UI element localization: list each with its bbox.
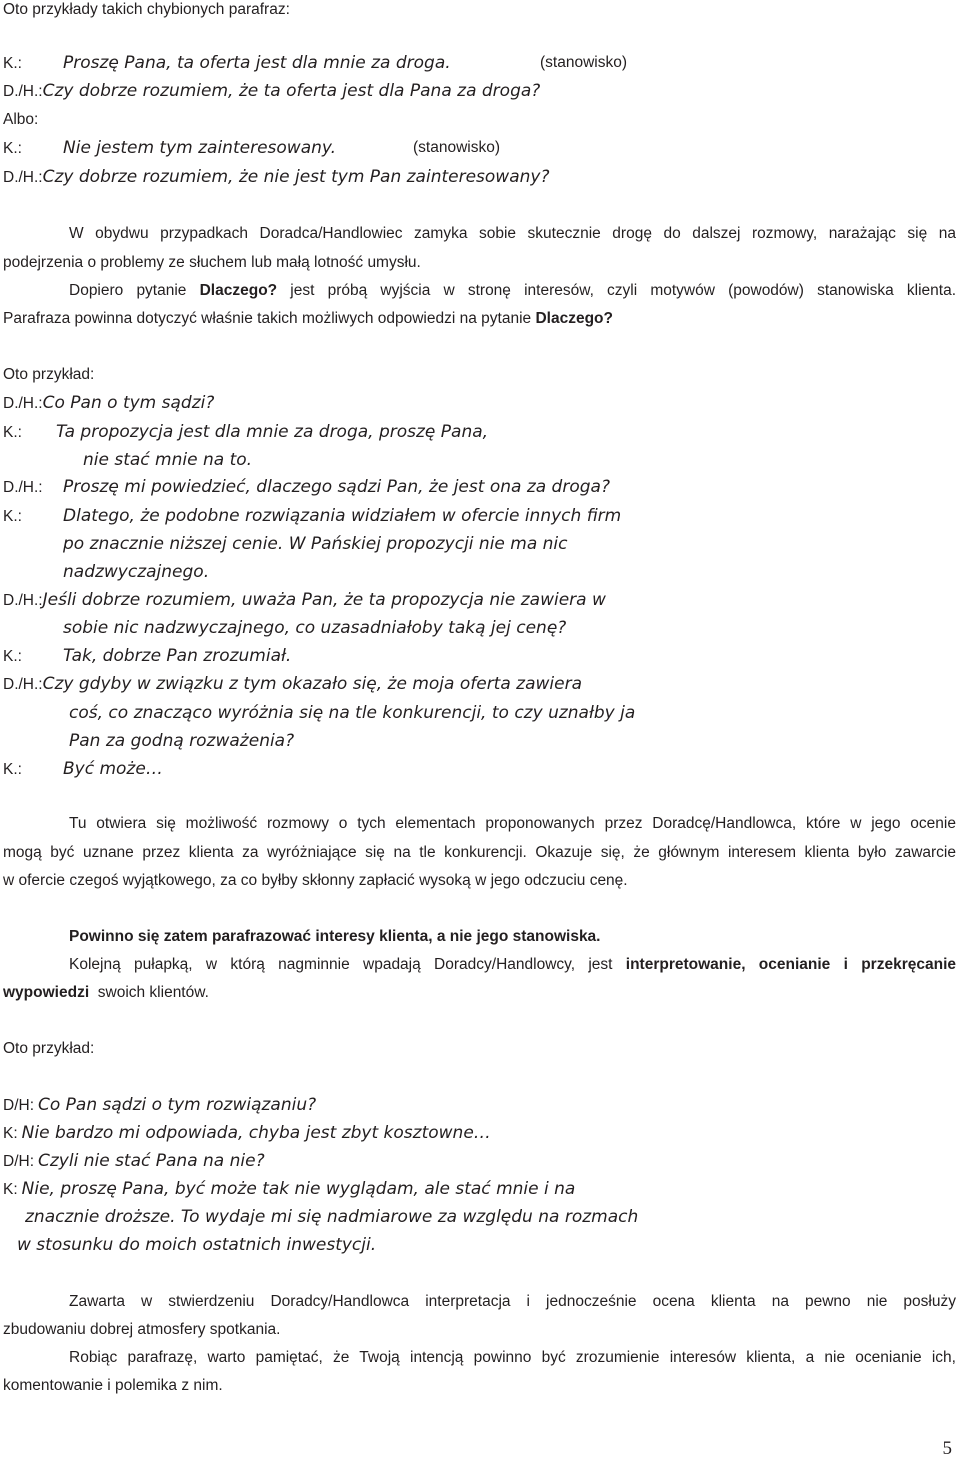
dialogue-line <box>3 392 214 415</box>
bold-word: Dlaczego? <box>199 282 278 299</box>
dialogue-text: Proszę Pana, ta oferta jest dla mnie za droga. <box>63 53 451 73</box>
dialogue-text: Nie bardzo mi odpowiada, chyba jest zbyt kosztowne… <box>21 1123 491 1143</box>
dialogue-text: Być może… <box>63 759 163 779</box>
dialogue-text: Tak, dobrze Pan zrozumiał. <box>63 646 292 666</box>
speaker-label: K: <box>3 1125 18 1142</box>
dialogue-text: Co Pan o tym sądzi? <box>42 393 215 413</box>
paragraph-line: podejrzenia o problemy ze słuchem lub małą lotność umysłu. <box>3 254 421 271</box>
paragraph-line: Tu otwiera się możliwość rozmowy o tych elementach proponowanych przez Doradcę/Handlowca, które w jego ocenie <box>69 815 956 832</box>
paragraph-line: w ofercie czegoś wyjątkowego, za co byłby skłonny zapłacić wysoką w jego odczuciu cenę. <box>3 872 628 889</box>
paragraph-line: zbudowaniu dobrej atmosfery spotkania. <box>3 1321 281 1338</box>
dialogue-line <box>3 52 627 75</box>
dialogue-text: coś, co znacząco wyróżnia się na tle konkurencji, to czy uznałby ja <box>69 703 636 723</box>
dialogue-text: Czyli nie stać Pana na nie? <box>38 1151 265 1171</box>
speaker-label: K: <box>3 1181 18 1198</box>
dialogue-text: Czy dobrze rozumiem, że nie jest tym Pan zainteresowany? <box>42 167 550 187</box>
dialogue-line <box>3 505 622 528</box>
speaker-label: D/H: <box>3 1097 34 1114</box>
dialogue-text: Dlatego, że podobne rozwiązania widziałem w ofercie innych firm <box>63 506 622 526</box>
speaker-label: K.: <box>3 140 22 157</box>
dialogue-line <box>3 673 582 696</box>
speaker-label: D./H.: <box>3 676 43 693</box>
speaker-label: D./H.: <box>3 479 43 496</box>
dialogue-line <box>3 1122 491 1145</box>
position-note: (stanowisko) <box>413 139 500 156</box>
dialogue-line <box>3 1094 316 1117</box>
dialogue-line <box>3 137 500 160</box>
dialogue-text: po znacznie niższej cenie. W Pańskiej propozycji nie ma nic <box>63 534 568 554</box>
dialogue-text: Co Pan sądzi o tym rozwiązaniu? <box>38 1095 317 1115</box>
paragraph-line: mogą być uznane przez klienta za wyróżniające się na tle konkurencji. Okazuje się, że głównym interesem klienta było zawarcie <box>3 844 956 861</box>
dialogue-text: nadzwyczajnego. <box>63 562 210 582</box>
dialogue-text: nie stać mnie na to. <box>83 450 253 470</box>
paragraph-line: W obydwu przypadkach Doradca/Handlowiec zamyka sobie skutecznie drogę do dalszej rozmowy, narażając się na <box>69 225 956 242</box>
dialogue-line <box>3 645 292 668</box>
dialogue-line <box>3 589 606 612</box>
dialogue-line <box>3 758 163 781</box>
speaker-label: K.: <box>3 424 22 441</box>
dialogue-text: Nie jestem tym zainteresowany. <box>63 138 337 158</box>
intro-line: Oto przykłady takich chybionych parafraz: <box>3 1 290 18</box>
dialogue-text: Nie, proszę Pana, być może tak nie wyglądam, ale stać mnie i na <box>21 1179 576 1199</box>
dialogue-text: Czy gdyby w związku z tym okazało się, że moja oferta zawiera <box>42 674 583 694</box>
dialogue-line <box>3 476 610 499</box>
dialogue-text: Jeśli dobrze rozumiem, uważa Pan, że ta propozycja nie zawiera w <box>42 590 606 610</box>
paragraph-line: Zawarta w stwierdzeniu Doradcy/Handlowca interpretacja i jednocześnie ocena klienta na pewno nie posłuży <box>69 1293 956 1310</box>
dialogue-line <box>3 421 489 444</box>
paragraph-line: Kolejną pułapką, w którą nagminnie wpadają Doradcy/Handlowcy, jest interpretowanie, ocenianie i przekręcanie <box>69 956 956 973</box>
paragraph-line: komentowanie i polemika z nim. <box>3 1377 223 1394</box>
speaker-label: D./H.: <box>3 592 43 609</box>
dialogue-text: Pan za godną rozważenia? <box>69 731 295 751</box>
speaker-label: K.: <box>3 648 22 665</box>
albo-label: Albo: <box>3 111 39 128</box>
bold-phrase: interpretowanie, ocenianie i przekręcanie <box>625 956 956 973</box>
speaker-label: K.: <box>3 761 22 778</box>
bold-word: Dlaczego? <box>535 310 613 327</box>
paragraph-line: wypowiedzi swoich klientów. <box>3 984 209 1001</box>
position-note: (stanowisko) <box>540 54 627 71</box>
speaker-label: D./H.: <box>3 395 43 412</box>
page-number: 5 <box>942 1438 952 1459</box>
key-statement: Powinno się zatem parafrazować interesy klienta, a nie jego stanowiska. <box>69 928 601 945</box>
dialogue-text: Ta propozycja jest dla mnie za droga, proszę Pana, <box>56 422 489 442</box>
speaker-label: D./H.: <box>3 83 43 100</box>
speaker-label: D./H.: <box>3 169 43 186</box>
paragraph-line: Parafraza powinna dotyczyć właśnie takich możliwych odpowiedzi na pytanie Dlaczego? <box>3 310 613 327</box>
paragraph-line: Dopiero pytanie Dlaczego? jest próbą wyjścia w stronę interesów, czyli motywów (powodów) stanowiska klienta. <box>69 282 957 299</box>
bold-phrase: wypowiedzi <box>3 984 90 1001</box>
dialogue-line <box>3 80 540 103</box>
dialogue-text: Proszę mi powiedzieć, dlaczego sądzi Pan, że jest ona za droga? <box>63 477 610 497</box>
speaker-label: K.: <box>3 508 22 525</box>
speaker-label: K.: <box>3 55 22 72</box>
dialogue-text: znacznie droższe. To wydaje mi się nadmiarowe za względu na rozmach <box>25 1207 639 1227</box>
speaker-label: D/H: <box>3 1153 34 1170</box>
paragraph-line: Robiąc parafrazę, warto pamiętać, że Twoją intencją powinno być zrozumienie interesów klienta, a nie ocenianie ich, <box>69 1349 956 1366</box>
example-header: Oto przykład: <box>3 1040 95 1057</box>
dialogue-text: Czy dobrze rozumiem, że ta oferta jest dla Pana za droga? <box>42 81 541 101</box>
dialogue-line <box>3 166 549 189</box>
dialogue-line <box>3 1150 265 1173</box>
dialogue-line <box>3 1178 575 1201</box>
example-header: Oto przykład: <box>3 366 95 383</box>
dialogue-text: w stosunku do moich ostatnich inwestycji. <box>17 1235 377 1255</box>
dialogue-text: sobie nic nadzwyczajnego, co uzasadniałoby taką jej cenę? <box>63 618 567 638</box>
